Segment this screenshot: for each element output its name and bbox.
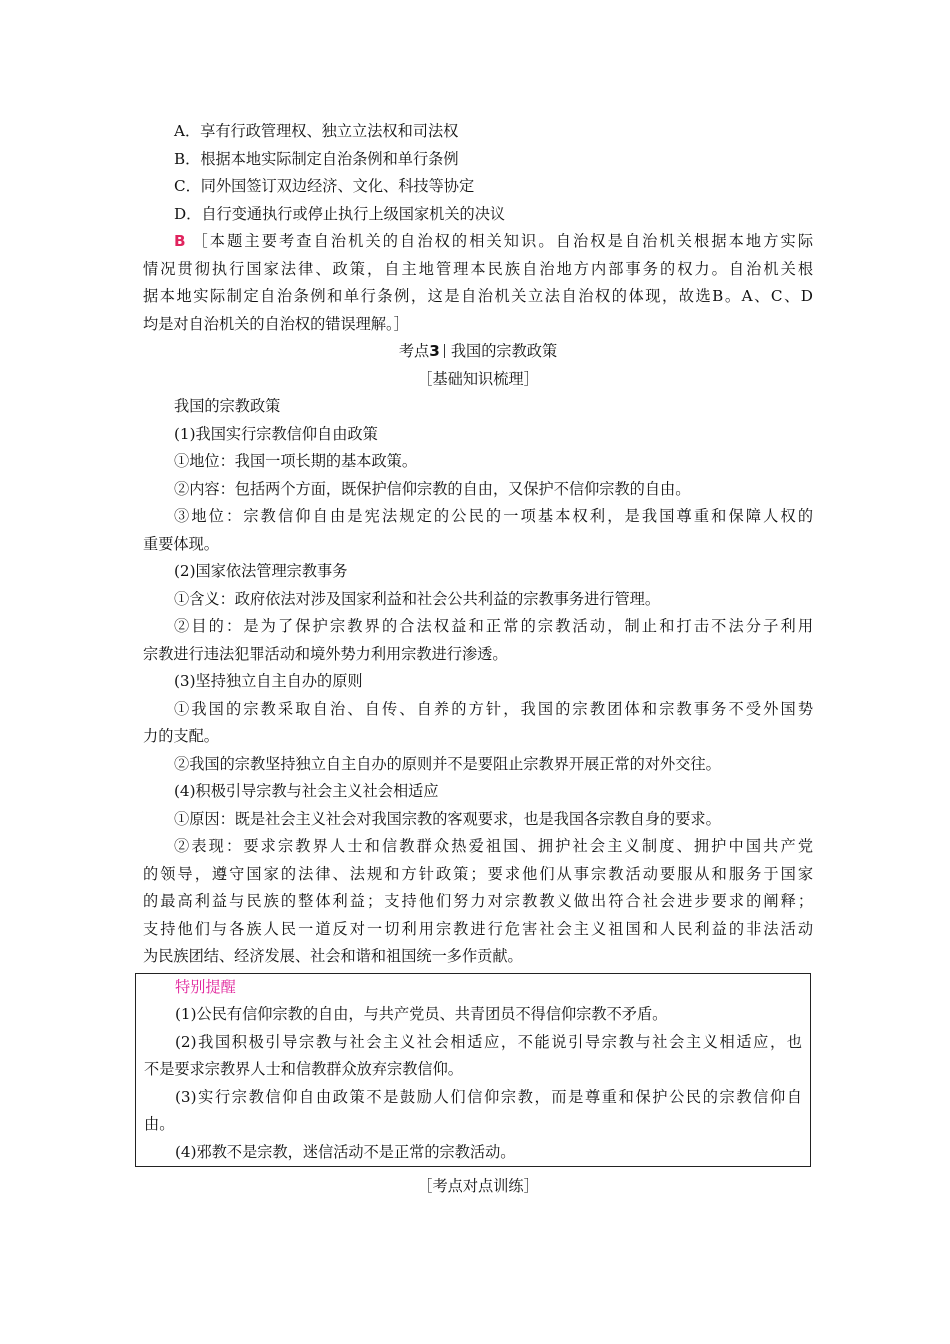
text-line: (1)公民有信仰宗教的自由，与共产党员、共青团员不得信仰宗教不矛盾。 xyxy=(175,1005,668,1023)
text-line: (3)实行宗教信仰自由政策不是鼓励人们信仰宗教，而是尊重和保护公民的宗教信仰自 xyxy=(175,1087,802,1106)
option-c: C．同外国签订双边经济、文化、科技等协定 xyxy=(174,177,475,195)
answer-line: 情况贯彻执行国家法律、政策，自主地管理本民族自治地方内部事务的权力。自治机关根 xyxy=(143,259,813,278)
text-line: 重要体现。 xyxy=(143,534,219,553)
document-page xyxy=(143,118,813,1201)
option-b: B．根据本地实际制定自治条例和单行条例 xyxy=(174,149,459,168)
section-heading xyxy=(143,338,813,366)
special-reminder-content xyxy=(144,1001,810,1166)
text-line: ①地位：我国一项长期的基本政策。 xyxy=(174,452,417,470)
answer-explanation xyxy=(143,228,813,338)
text-line: ①含义：政府依法对涉及国家利益和社会公共利益的宗教事务进行管理。 xyxy=(174,589,660,608)
text-line: 为民族团结、经济发展、社会和谐和祖国统一多作贡献。 xyxy=(143,947,523,965)
body-text xyxy=(143,393,813,971)
practice-heading: ［考点对点训练］ xyxy=(417,1177,539,1195)
special-reminder-box xyxy=(135,973,811,1168)
text-line: ①我国的宗教采取自治、自传、自养的方针，我国的宗教团体和宗教事务不受外国势 xyxy=(174,699,813,718)
answer-letter: B xyxy=(174,232,186,250)
text-line: (2)国家依法管理宗教事务 xyxy=(174,562,348,580)
special-reminder-title: 特别提醒 xyxy=(175,977,236,996)
text-line: 我国的宗教政策 xyxy=(174,397,281,415)
answer-line: 据本地实际制定自治条例和单行条例，这是自治机关立法自治权的体现，故选B。A、C、D xyxy=(143,287,813,305)
text-line: 不是要求宗教界人士和信教群众放弃宗教信仰。 xyxy=(144,1060,463,1078)
section-prefix: 考点 xyxy=(398,342,430,360)
answer-text: ［本题主要考查自治机关的自治权的相关知识。自治权是自治机关根据本地方实际 xyxy=(192,232,813,250)
text-line: 支持他们与各族人民一道反对一切利用宗教进行危害社会主义祖国和人民利益的非法活动 xyxy=(143,919,813,938)
text-line: (2)我国积极引导宗教与社会主义社会相适应，不能说引导宗教与社会主义相适应，也 xyxy=(175,1032,802,1051)
section-number: 3 xyxy=(429,342,440,360)
text-line: ②目的：是为了保护宗教界的合法权益和正常的宗教活动，制止和打击不法分子利用 xyxy=(174,617,813,635)
text-line: (4)邪教不是宗教，迷信活动不是正常的宗教活动。 xyxy=(175,1142,516,1161)
text-line: ①原因：既是社会主义社会对我国宗教的客观要求，也是我国各宗教自身的要求。 xyxy=(174,809,721,828)
text-line: 的领导，遵守国家的法律、法规和方针政策；要求他们从事宗教活动要服从和服务于国家 xyxy=(143,864,813,883)
text-line: ③地位：宗教信仰自由是宪法规定的公民的一项基本权利，是我国尊重和保障人权的 xyxy=(174,507,813,525)
option-a: A．享有行政管理权、独立立法权和司法权 xyxy=(174,122,459,140)
answer-line xyxy=(143,228,813,256)
answer-line: 均是对自治机关的自治权的错误理解。］ xyxy=(143,314,409,333)
text-line: 宗教进行违法犯罪活动和境外势力利用宗教进行渗透。 xyxy=(143,644,508,663)
option-list xyxy=(143,118,813,228)
text-line: (3)坚持独立自主自办的原则 xyxy=(174,672,363,690)
text-line: (4)积极引导宗教与社会主义社会相适应 xyxy=(174,782,439,800)
text-line: (1)我国实行宗教信仰自由政策 xyxy=(174,424,378,443)
text-line: ②表现：要求宗教界人士和信教群众热爱祖国、拥护社会主义制度、拥护中国共产党 xyxy=(174,837,813,855)
text-line: ②内容：包括两个方面，既保护信仰宗教的自由，又保护不信仰宗教的自由。 xyxy=(174,479,691,498)
section-title: 我国的宗教政策 xyxy=(450,342,558,360)
text-line: 由。 xyxy=(144,1115,175,1133)
text-line: ②我国的宗教坚持独立自主自办的原则并不是要阻止宗教界开展正常的对外交往。 xyxy=(174,754,721,773)
text-line: 力的支配。 xyxy=(143,727,219,745)
section-subheading: ［基础知识梳理］ xyxy=(417,369,539,388)
heading-divider xyxy=(444,344,445,358)
text-line: 的最高利益与民族的整体利益；支持他们努力对宗教教义做出符合社会进步要求的阐释； xyxy=(143,892,813,910)
option-d: D．自行变通执行或停止执行上级国家机关的决议 xyxy=(174,204,506,223)
